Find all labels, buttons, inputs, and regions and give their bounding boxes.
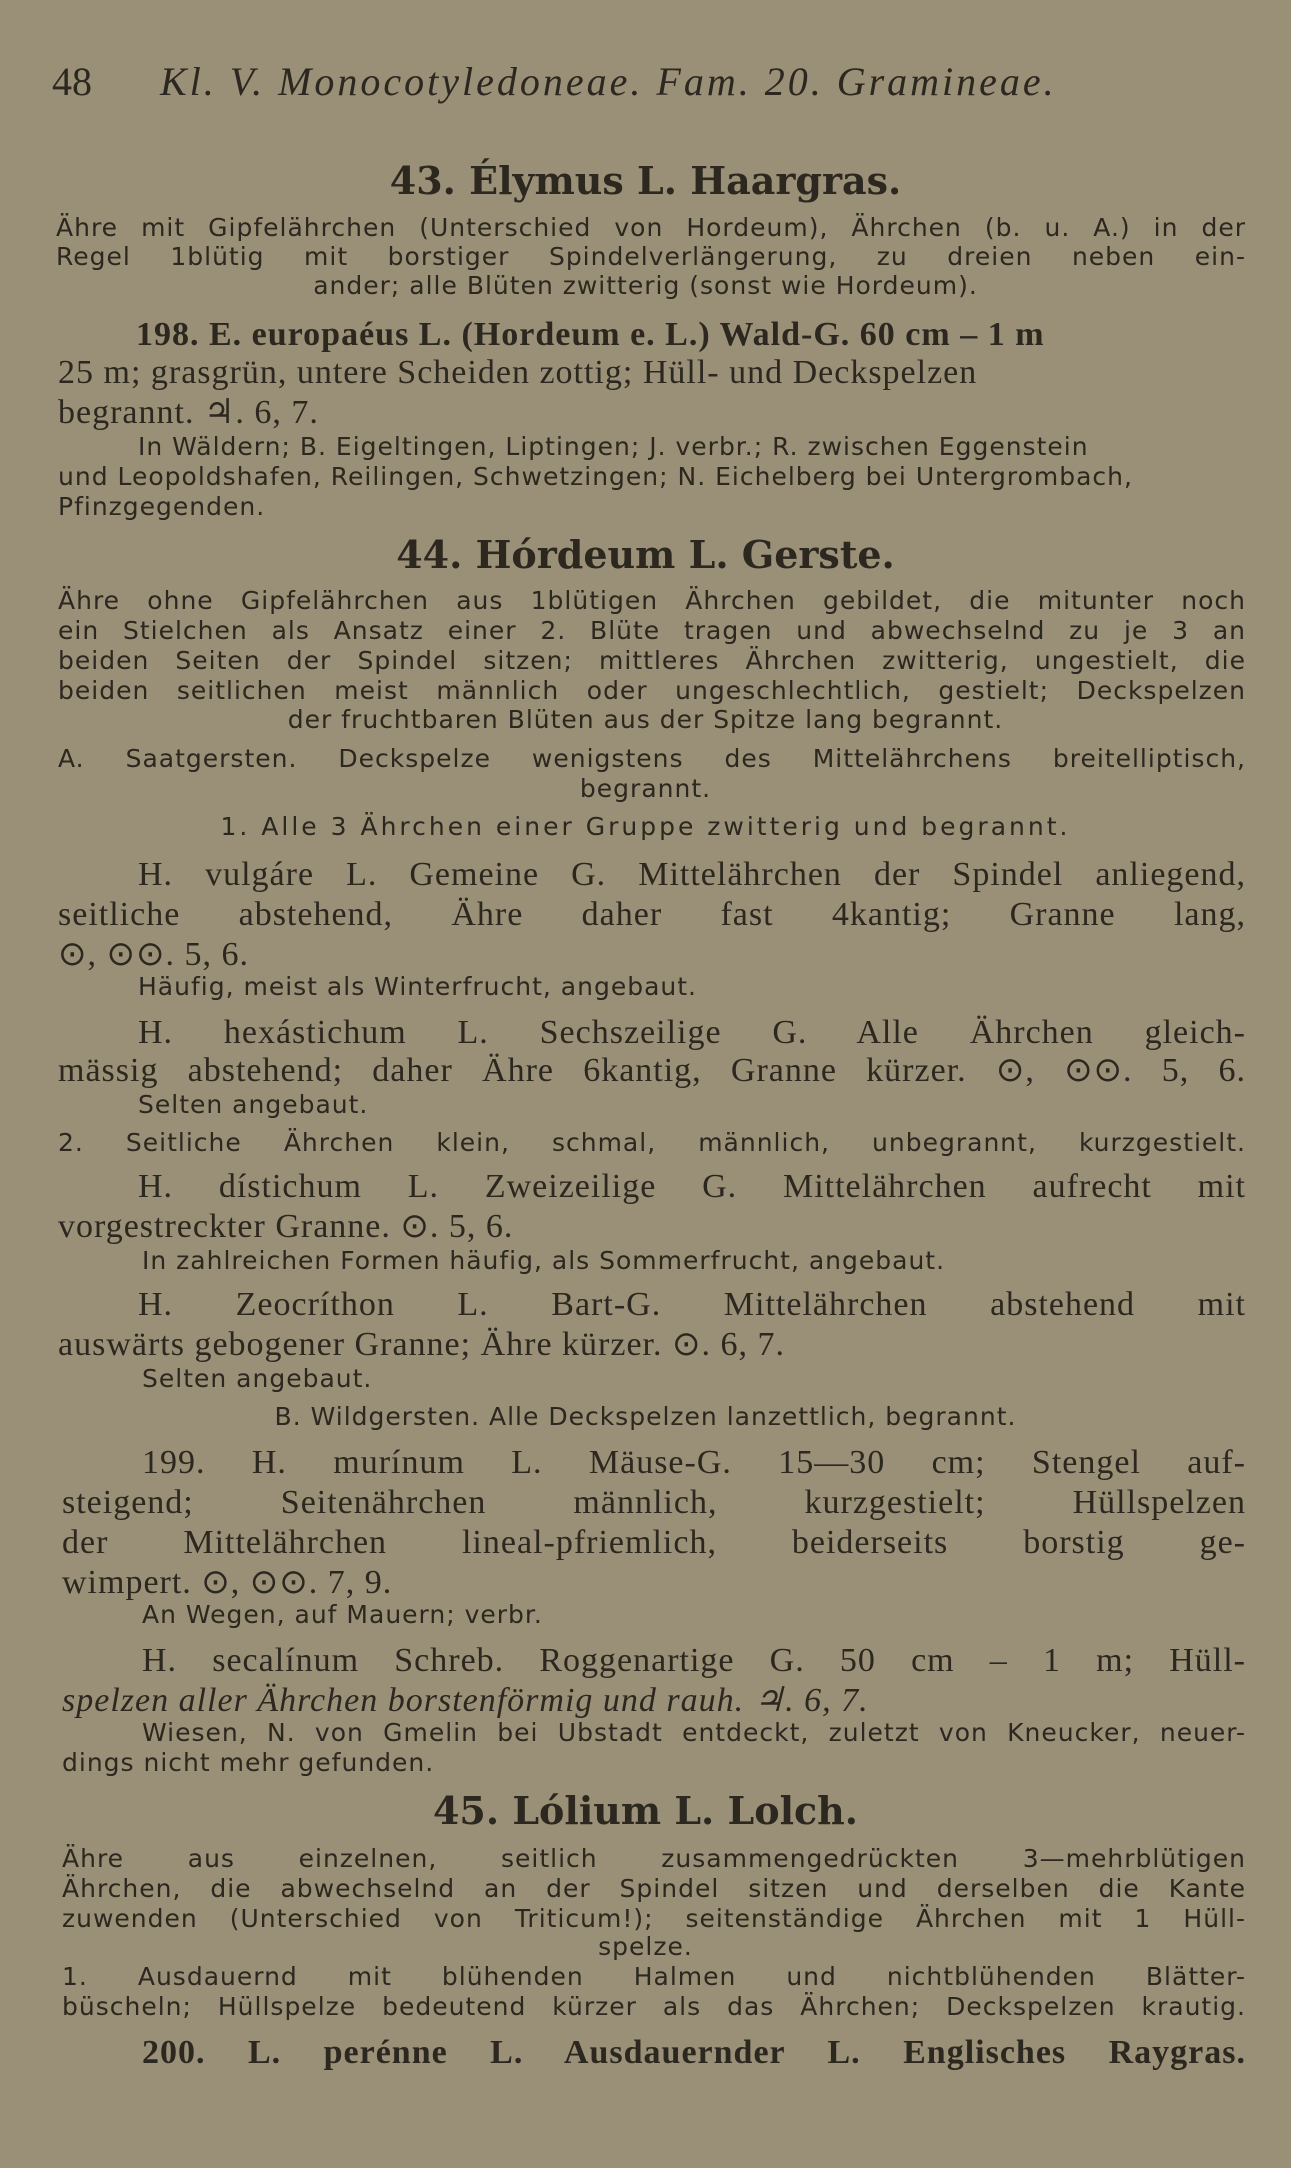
genus-description: Ährchen, die abwechselnd an der Spindel sitzen und derselben die Kante	[62, 1874, 1246, 1903]
subsection-key: 2. Seitliche Ährchen klein, schmal, männlich, unbegrannt, kurzgestielt.	[58, 1128, 1246, 1157]
species-entry: spelzen aller Ährchen borstenförmig und rauh. ♃. 6, 7.	[62, 1682, 869, 1719]
species-entry: steigend; Seitenährchen männlich, kurzgestielt; Hüllspelzen	[62, 1484, 1246, 1521]
species-entry: wimpert. ⊙, ⊙⊙. 7, 9.	[62, 1564, 393, 1601]
locality-note: Wiesen, N. von Gmelin bei Ubstadt entdeckt, zuletzt von Kneucker, neuer-	[142, 1718, 1246, 1747]
genus-description: ander; alle Blüten zwitterig (sonst wie Hordeum).	[313, 271, 978, 300]
species-entry: vorgestreckter Granne. ⊙. 5, 6.	[58, 1208, 514, 1245]
genus-description: ein Stielchen als Ansatz einer 2. Blüte tragen und abwechselnd zu je 3 an	[58, 616, 1246, 645]
genus-description: Regel 1blütig mit borstiger Spindelverlängerung, zu dreien neben ein-	[56, 242, 1246, 271]
species-entry: H. dístichum L. Zweizeilige G. Mittelährchen aufrecht mit	[138, 1168, 1246, 1205]
species-entry: 25 m; grasgrün, untere Scheiden zottig; Hüll- und Deckspelzen	[58, 354, 978, 391]
species-entry: 200. L. perénne L. Ausdauernder L. Englisches Raygras.	[142, 2034, 1246, 2071]
locality-note: An Wegen, auf Mauern; verbr.	[142, 1600, 543, 1629]
species-entry: auswärts gebogener Granne; Ähre kürzer. ⊙. 6, 7.	[58, 1326, 785, 1363]
subsection-key: 1. Alle 3 Ährchen einer Gruppe zwitterig und begrannt.	[220, 812, 1071, 841]
locality-note: Häufig, meist als Winterfrucht, angebaut.	[138, 972, 697, 1001]
locality-note: dings nicht mehr gefunden.	[62, 1748, 435, 1777]
section-key: B. Wildgersten. Alle Deckspelzen lanzettlich, begrannt.	[274, 1402, 1017, 1431]
species-entry: ⊙, ⊙⊙. 5, 6.	[58, 936, 249, 973]
locality-note: In zahlreichen Formen häufig, als Sommerfrucht, angebaut.	[142, 1246, 946, 1275]
genus-description: zuwenden (Unterschied von Triticum!); seitenständige Ährchen mit 1 Hüll-	[62, 1904, 1246, 1933]
locality-note: In Wäldern; B. Eigeltingen, Liptingen; J. verbr.; R. zwischen Eggenstein	[138, 432, 1089, 461]
subsection-key: büscheln; Hüllspelze bedeutend kürzer als das Ährchen; Deckspelzen krautig.	[62, 1992, 1246, 2021]
locality-note: Pfinzgegenden.	[58, 492, 266, 521]
genus-description: Ähre ohne Gipfelährchen aus 1blütigen Ährchen gebildet, die mitunter noch	[58, 586, 1246, 615]
species-entry: 199. H. murínum L. Mäuse-G. 15—30 cm; Stengel auf-	[142, 1444, 1246, 1481]
genus-description: beiden Seiten der Spindel sitzen; mittleres Ährchen zwitterig, ungestielt, die	[58, 646, 1246, 675]
locality-note: und Leopoldshafen, Reilingen, Schwetzingen; N. Eichelberg bei Untergrombach,	[58, 462, 1133, 491]
section-key: begrannt.	[579, 774, 712, 803]
subsection-key: 1. Ausdauernd mit blühenden Halmen und nichtblühenden Blätter-	[62, 1962, 1246, 1991]
species-entry: H. Zeocríthon L. Bart-G. Mittelährchen abstehend mit	[138, 1286, 1246, 1323]
species-entry: mässig abstehend; daher Ähre 6kantig, Granne kürzer. ⊙, ⊙⊙. 5, 6.	[58, 1052, 1246, 1089]
locality-note: Selten angebaut.	[138, 1090, 369, 1119]
genus-description: Ähre mit Gipfelährchen (Unterschied von Hordeum), Ährchen (b. u. A.) in der	[56, 213, 1246, 242]
species-entry: seitliche abstehend, Ähre daher fast 4kantig; Granne lang,	[58, 896, 1246, 933]
running-title: Kl. V. Monocotyledoneae. Fam. 20. Gramineae.	[160, 59, 1057, 104]
locality-note: Selten angebaut.	[142, 1364, 373, 1393]
genus-heading-hordeum: 44. Hórdeum L. Gerste.	[396, 532, 895, 577]
genus-heading-elymus: 43. Élymus L. Haargras.	[389, 158, 902, 203]
genus-heading-lolium: 45. Lólium L. Lolch.	[432, 1788, 858, 1833]
genus-description: beiden seitlichen meist männlich oder ungeschlechtlich, gestielt; Deckspelzen	[58, 676, 1246, 705]
section-key: A. Saatgersten. Deckspelze wenigstens des Mittelährchens breitelliptisch,	[58, 744, 1246, 773]
genus-description: der fruchtbaren Blüten aus der Spitze lang begrannt.	[287, 705, 1004, 734]
genus-description: spelze.	[598, 1932, 693, 1961]
species-entry: H. vulgáre L. Gemeine G. Mittelährchen der Spindel anliegend,	[138, 856, 1246, 893]
species-entry: begrannt. ♃. 6, 7.	[58, 394, 319, 431]
species-entry: 198. E. europaéus L. (Hordeum e. L.) Wald-G. 60 cm – 1 m	[136, 316, 1045, 353]
species-entry: H. hexástichum L. Sechszeilige G. Alle Ährchen gleich-	[138, 1014, 1246, 1051]
genus-description: Ähre aus einzelnen, seitlich zusammengedrückten 3—mehrblütigen	[62, 1844, 1246, 1873]
species-entry: der Mittelährchen lineal-pfriemlich, beiderseits borstig ge-	[62, 1524, 1246, 1561]
species-entry: H. secalínum Schreb. Roggenartige G. 50 cm – 1 m; Hüll-	[142, 1642, 1246, 1679]
page-number: 48	[52, 59, 92, 104]
